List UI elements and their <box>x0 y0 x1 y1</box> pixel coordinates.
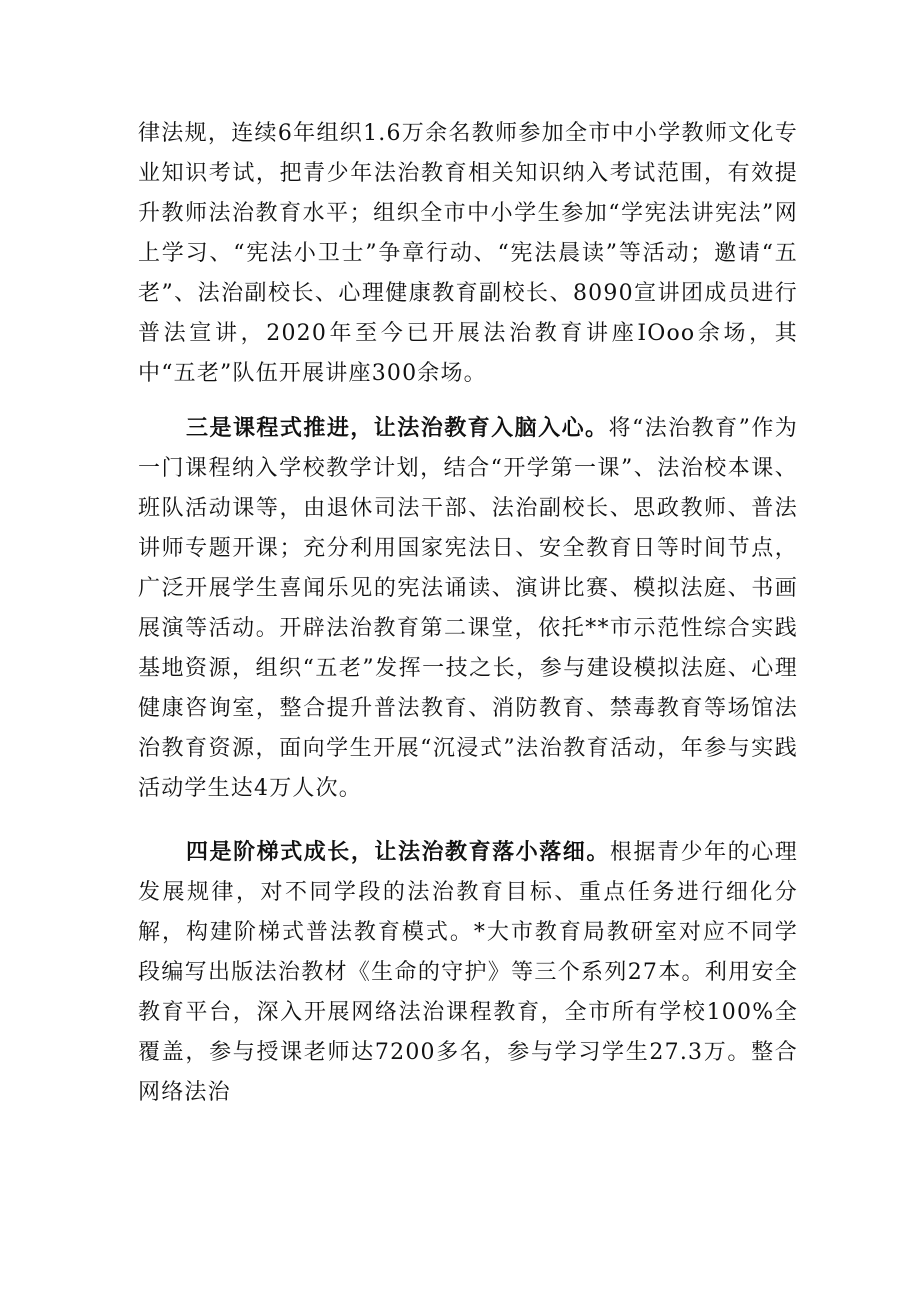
paragraph-3 <box>138 832 798 1113</box>
paragraph-2-lead: 三是课程式推进，让法治教育入脑入心。 <box>186 415 609 441</box>
paragraph-2-body <box>138 408 798 809</box>
paragraph-3-lead-b: 让法治教育落小落细。 <box>374 839 610 865</box>
paragraph-3-body <box>138 832 798 1113</box>
paragraph-1 <box>138 114 798 394</box>
paragraph-3-lead-a: 四是阶梯式成长， <box>186 839 375 865</box>
paragraph-2-text: 将“法治教育”作为一门课程纳入学校教学计划，结合“开学第一课”、法治校本课、班队活动课等，由退休司法干部、法治副校长、思政教师、普法讲师专题开课；充分利用国家宪法日、安全教育日等时间节点，广泛开展学生喜闻乐见的宪法诵读、演讲比赛、模拟法庭、书画展演等活动。开辟法治教育第二课堂，依托**市示范性综合实践基地资源，组织“五老”发挥一技之长，参与建设模拟法庭、心理健康咨询室，整合提升普法教育、消防教育、禁毒教育等场馆法治教育资源，面向学生开展“沉浸式”法治教育活动，年参与实践活动学生达4万人次。 <box>138 416 798 801</box>
paragraph-3-text: 根据青少年的心理发展规律，对不同学段的法治教育目标、重点任务进行细化分解，构建阶梯式普法教育模式。*大市教育局教研室对应不同学段编写出版法治教材《生命的守护》等三个系列27本。利用安全教育平台，深入开展网络法治课程教育，全市所有学校100%全覆盖，参与授课老师达7200多名，参与学习学生27.3万。整合网络法治 <box>138 840 798 1105</box>
paragraph-1-text: 律法规，连续6年组织1.6万余名教师参加全市中小学教师文化专业知识考试，把青少年法治教育相关知识纳入考试范围，有效提升教师法治教育水平；组织全市中小学生参加“学宪法讲宪法”网上学习、“宪法小卫士”争章行动、“宪法晨读”等活动；邀请“五老”、法治副校长、心理健康教育副校长、8090宣讲团成员进行普法宣讲，2020年至今已开展法治教育讲座IOoo余场，其中“五老”队伍开展讲座300余场。 <box>138 121 798 386</box>
paragraph-2 <box>138 408 798 809</box>
